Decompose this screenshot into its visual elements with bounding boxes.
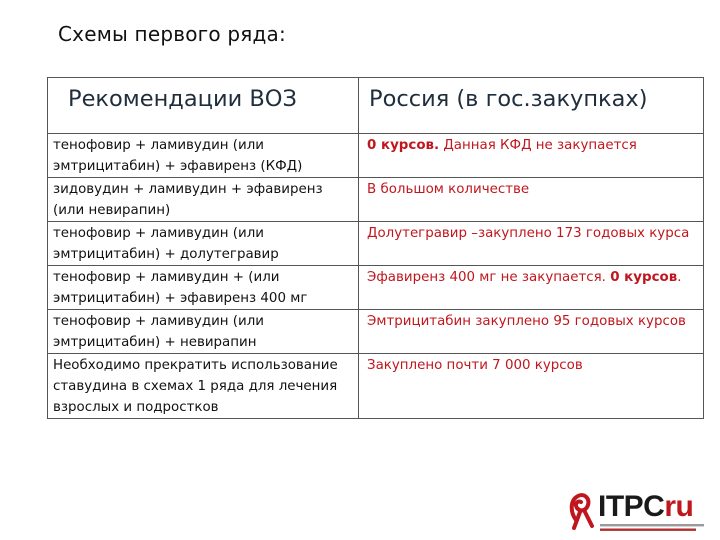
russia-procurement-cell [359, 134, 704, 178]
who-regimen-cell: зидовудин + ламивудин + эфавиренз (или невирапин) [48, 178, 359, 222]
procurement-text: 0 курсов [610, 270, 678, 285]
red-ribbon-icon [566, 490, 596, 530]
who-regimen-cell: тенофовир + ламивудин (или эмтрицитабин) + долутегравир [48, 222, 359, 266]
russia-procurement-cell [359, 266, 704, 310]
procurement-text: Долутегравир –закуплено 173 годовых курса [367, 226, 690, 241]
table-row [48, 354, 704, 419]
header-who: Рекомендации ВОЗ [48, 78, 359, 134]
header-russia: Россия (в гос.закупках) [359, 78, 704, 134]
who-regimen-cell: Необходимо прекратить использование ставудина в схемах 1 ряда для лечения взрослых и подростков [48, 354, 359, 419]
logo-wordmark: ITPCru [598, 490, 694, 523]
russia-procurement-cell [359, 310, 704, 354]
procurement-text: 0 курсов. [367, 138, 440, 153]
procurement-text: . [677, 270, 682, 285]
russia-procurement-cell [359, 354, 704, 419]
comparison-table [47, 77, 704, 419]
who-regimen-cell: тенофовир + ламивудин + (или эмтрицитабин) + эфавиренз 400 мг [48, 266, 359, 310]
who-regimen-cell: тенофовир + ламивудин (или эмтрицитабин) + эфавиренз (КФД) [48, 134, 359, 178]
slide-title: Схемы первого ряда: [58, 22, 286, 46]
table-row [48, 222, 704, 266]
table-row [48, 266, 704, 310]
table-row [48, 310, 704, 354]
procurement-text: Эфавиренз 400 мг не закупается. [367, 270, 611, 285]
table-row [48, 178, 704, 222]
russia-procurement-cell [359, 178, 704, 222]
procurement-text: Закуплено почти 7 000 курсов [367, 358, 583, 373]
procurement-text: В большом количестве [367, 182, 530, 197]
table-row [48, 134, 704, 178]
russia-procurement-cell [359, 222, 704, 266]
table-header-row [48, 78, 704, 134]
procurement-text: Данная КФД не закупается [439, 138, 637, 153]
logo-tagline-lines [600, 524, 708, 532]
procurement-text: Эмтрицитабин закуплено 95 годовых курсов [367, 314, 686, 329]
who-regimen-cell: тенофовир + ламивудин (или эмтрицитабин) + невирапин [48, 310, 359, 354]
itpc-logo [566, 490, 716, 534]
